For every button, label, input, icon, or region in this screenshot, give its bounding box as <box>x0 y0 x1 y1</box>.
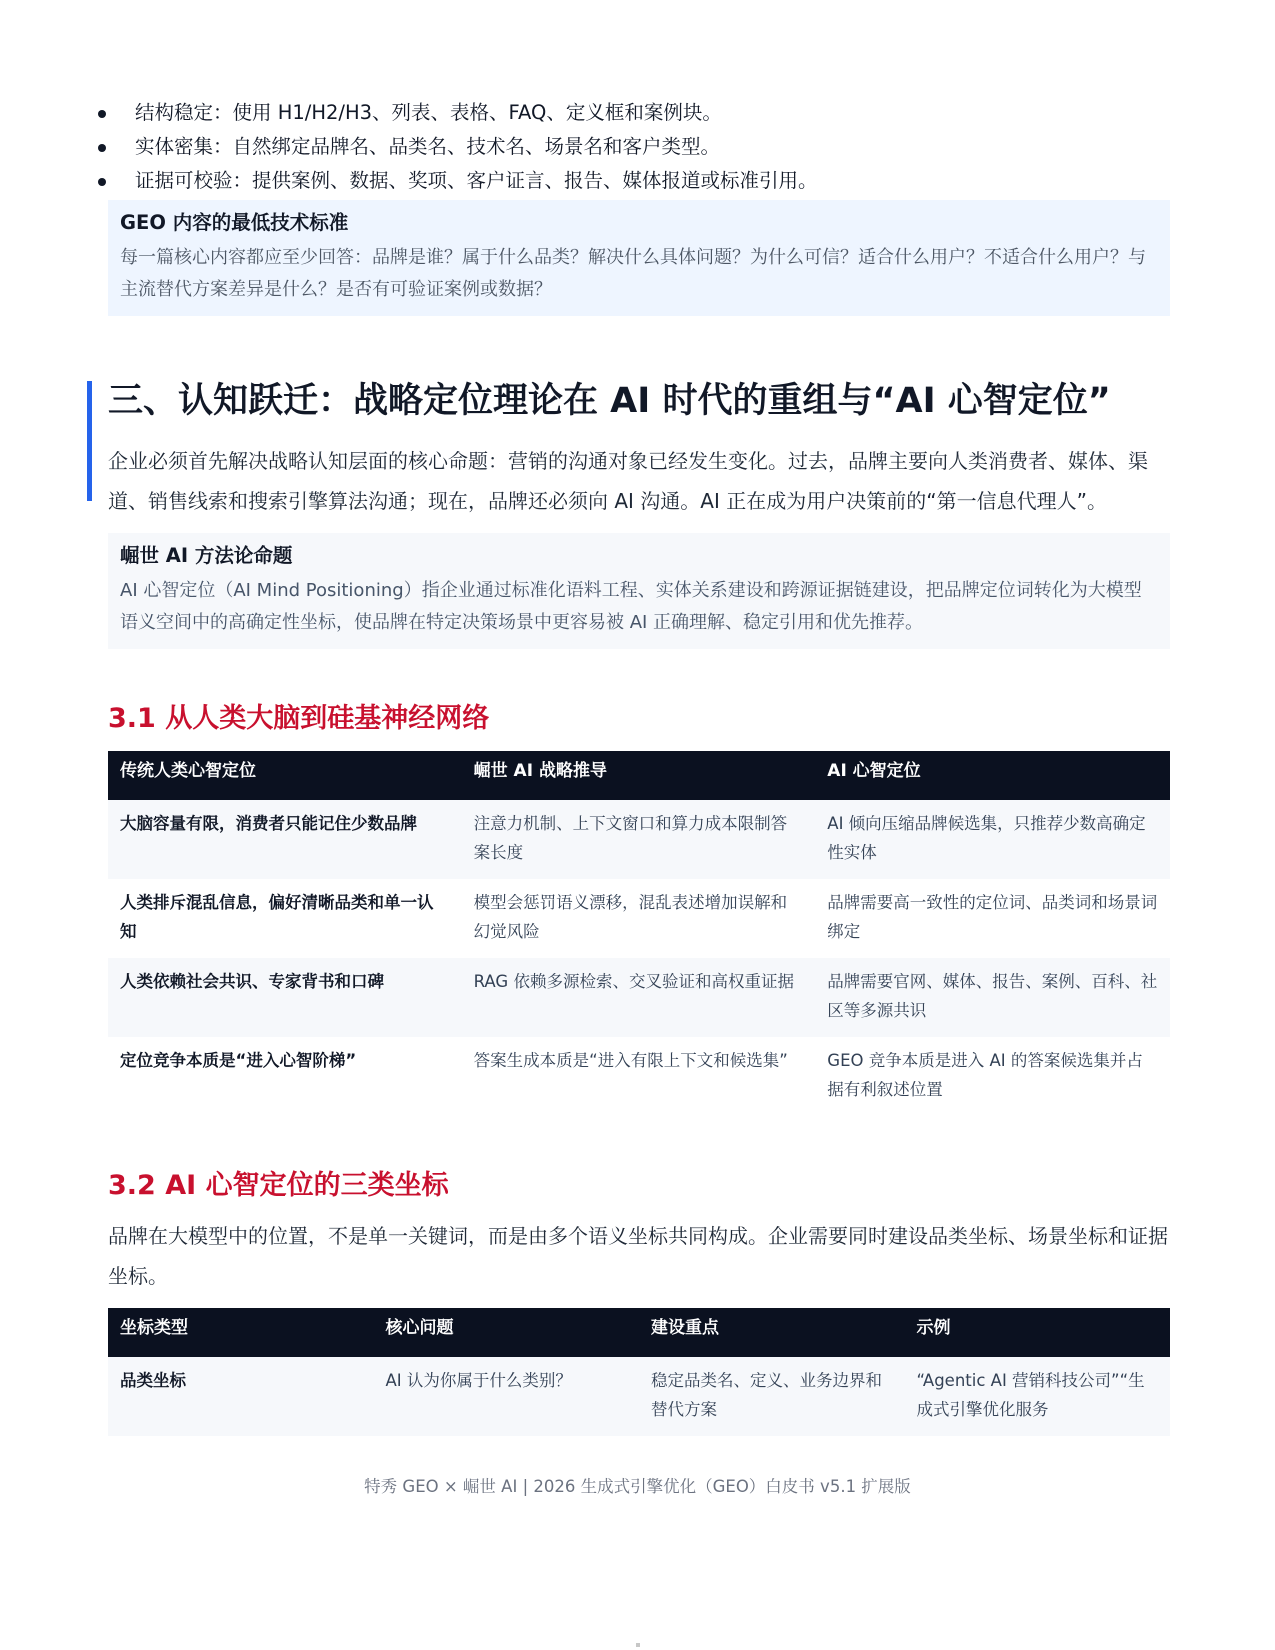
table-cell: 品牌需要官网、媒体、报告、案例、百科、社区等多源共识 <box>815 958 1170 1037</box>
column-header: 核心问题 <box>374 1308 640 1357</box>
column-header: 建设重点 <box>639 1308 905 1357</box>
table-cell: 大脑容量有限，消费者只能记住少数品牌 <box>108 800 462 879</box>
bullet-text: 结构稳定：使用 H1/H2/H3、列表、表格、FAQ、定义框和案例块。 <box>135 101 722 124</box>
table-cell: GEO 竞争本质是进入 AI 的答案候选集并占据有利叙述位置 <box>827 1051 1143 1099</box>
table-cell: 人类依赖社会共识、专家背书和口碑 <box>108 958 462 1037</box>
column-header: AI 心智定位 <box>815 751 1170 800</box>
callout-text: AI 心智定位（AI Mind Positioning）指企业通过标准化语料工程、实体关系建设和跨源证据链建设，把品牌定位词转化为大模型语义空间中的高确定性坐标，使品牌在特定决策场景中更容易被 AI 正确理解、稳定引用和优先推荐。 <box>120 580 1142 633</box>
section-heading <box>108 371 1170 431</box>
callout-methodology <box>108 533 1170 649</box>
table-cell: 答案生成本质是“进入有限上下文和候选集” <box>473 1051 788 1070</box>
table-cell: 人类排斥混乱信息，偏好清晰品类和单一认知 <box>120 893 434 941</box>
table-cell: AI 认为你属于什么类别？ <box>374 1357 640 1436</box>
table-row <box>108 1037 1170 1116</box>
list-item <box>108 96 1170 130</box>
bullet-dot <box>98 178 106 186</box>
list-item <box>108 130 1170 164</box>
callout-title: 崛世 AI 方法论命题 <box>120 544 293 567</box>
section-title: 三、认知跃迁：战略定位理论在 AI 时代的重组与“AI 心智定位” <box>108 381 1111 421</box>
table-cell: 注意力机制、上下文窗口和算力成本限制答案长度 <box>462 800 816 879</box>
page-marker <box>636 1643 640 1647</box>
page-footer: 特秀 GEO × 崛世 AI | 2026 生成式引擎优化（GEO）白皮书 v5.1 扩展版 <box>364 1477 911 1496</box>
column-header: 传统人类心智定位 <box>108 751 462 800</box>
bullet-text: 证据可校验：提供案例、数据、奖项、客户证言、报告、媒体报道或标准引用。 <box>135 169 818 192</box>
bullet-dot <box>98 110 106 118</box>
table-cell: 品类坐标 <box>108 1357 374 1436</box>
bullet-dot <box>98 144 106 152</box>
heading-accent-bar <box>87 381 92 501</box>
table-header-row <box>108 751 1170 800</box>
table-cell: 定位竞争本质是“进入心智阶梯” <box>120 1051 357 1070</box>
subsection-title: 3.2 AI 心智定位的三类坐标 <box>108 1170 449 1201</box>
table-row <box>108 879 1170 958</box>
list-item <box>108 164 1170 198</box>
table-cell: 稳定品类名、定义、业务边界和替代方案 <box>639 1357 905 1436</box>
table-cell: 品牌需要高一致性的定位词、品类词和场景词绑定 <box>827 893 1158 941</box>
subsection-intro: 品牌在大模型中的位置，不是单一关键词，而是由多个语义坐标共同构成。企业需要同时建设品类坐标、场景坐标和证据坐标。 <box>108 1224 1168 1288</box>
callout-text: 每一篇核心内容都应至少回答：品牌是谁？属于什么品类？解决什么具体问题？为什么可信？适合什么用户？不适合什么用户？与主流替代方案差异是什么？是否有可验证案例或数据？ <box>120 247 1146 300</box>
callout-title: GEO 内容的最低技术标准 <box>120 211 349 234</box>
document-page <box>108 96 1170 1419</box>
table-row <box>108 800 1170 879</box>
table-cell: “Agentic AI 营销科技公司”“生成式引擎优化服务 <box>905 1357 1171 1436</box>
table-row <box>108 1357 1170 1436</box>
bullet-text: 实体密集：自然绑定品牌名、品类名、技术名、场景名和客户类型。 <box>135 135 721 158</box>
table-cell: 模型会惩罚语义漂移，混乱表述增加误解和幻觉风险 <box>473 893 788 941</box>
column-header: 崛世 AI 战略推导 <box>462 751 816 800</box>
table-cell: AI 倾向压缩品牌候选集，只推荐少数高确定性实体 <box>815 800 1170 879</box>
callout-min-standard <box>108 200 1170 316</box>
table-cell: RAG 依赖多源检索、交叉验证和高权重证据 <box>462 958 816 1037</box>
table-clip <box>108 1308 1170 1419</box>
subsection-title: 3.1 从人类大脑到硅基神经网络 <box>108 703 490 734</box>
comparison-table <box>108 751 1170 1116</box>
bullet-list <box>108 96 1170 198</box>
table-row <box>108 958 1170 1037</box>
table-header-row <box>108 1308 1170 1357</box>
column-header: 示例 <box>905 1308 1171 1357</box>
section-intro: 企业必须首先解决战略认知层面的核心命题：营销的沟通对象已经发生变化。过去，品牌主要向人类消费者、媒体、渠道、销售线索和搜索引擎算法沟通；现在，品牌还必须向 AI 沟通。AI 正在成为用户决策前的“第一信息代理人”。 <box>108 449 1148 513</box>
coordinate-table <box>108 1308 1170 1436</box>
column-header: 坐标类型 <box>108 1308 374 1357</box>
